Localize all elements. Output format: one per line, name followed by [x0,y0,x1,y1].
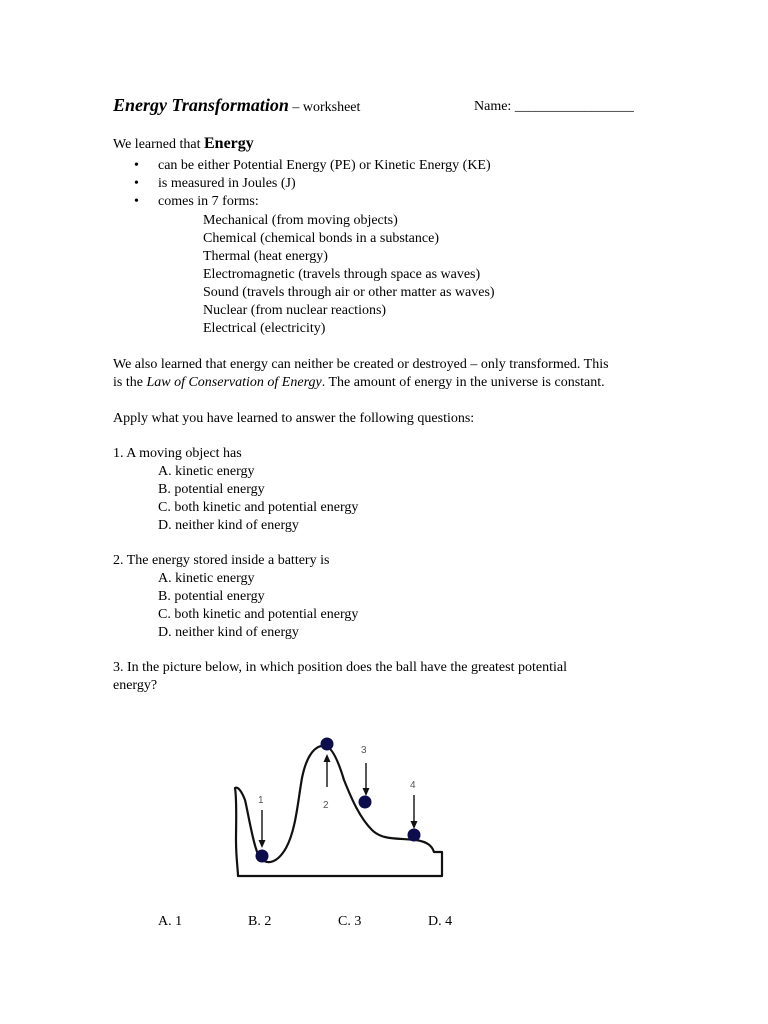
question-2-options [158,570,358,642]
energy-form-item: Electromagnetic (travels through space as waves) [203,267,481,282]
answer-option[interactable]: B. 2 [248,914,272,929]
instructions: Apply what you have learned to answer the following questions: [113,411,475,426]
hill-ball-diagram [220,730,450,880]
ball-position-3 [359,796,372,809]
arrow-2 [324,754,331,787]
position-label-3: 3 [361,745,367,756]
answer-option[interactable]: B. potential energy [158,589,265,604]
worksheet-header [113,95,360,116]
arrow-4 [411,795,418,829]
conservation-line-2-suffix: . The amount of energy in the universe is constant. [321,375,605,390]
arrow-3 [363,763,370,796]
ball-position-2 [321,738,334,751]
answer-option[interactable]: A. 1 [158,914,183,929]
conservation-paragraph [113,356,673,392]
list-item: • can be either Potential Energy (PE) or Kinetic Energy (KE) [130,157,491,175]
position-label-2: 2 [323,800,329,811]
question-3-prompt [113,659,567,695]
arrow-1 [259,810,266,848]
conservation-line-2 [113,374,673,392]
energy-form-item: Mechanical (from moving objects) [203,213,398,228]
question-3-prompt-line-1: 3. In the picture below, in which position does the ball have the greatest potential [113,660,567,675]
worksheet-title: Energy Transformation [113,95,289,115]
answer-option[interactable]: C. both kinetic and potential energy [158,607,359,622]
energy-form-item: Sound (travels through air or other matter as waves) [203,285,495,300]
answer-option[interactable]: D. 4 [428,914,453,929]
worksheet-subtitle: – worksheet [292,100,361,115]
intro-line [113,135,254,153]
energy-form-item: Chemical (chemical bonds in a substance) [203,231,439,246]
name-field[interactable]: Name: _________________ [474,99,634,114]
question-2-prompt: 2. The energy stored inside a battery is [113,553,330,568]
question-1-prompt: 1. A moving object has [113,446,242,461]
position-label-1: 1 [258,795,264,806]
energy-form-item: Nuclear (from nuclear reactions) [203,303,387,318]
answer-option[interactable]: A. kinetic energy [158,571,255,586]
list-item: • comes in 7 forms: [130,193,491,211]
answer-option[interactable]: C. both kinetic and potential energy [158,500,359,515]
answer-option[interactable]: A. kinetic energy [158,464,255,479]
ball-position-1 [256,850,269,863]
question-3-answers [0,913,768,931]
law-name: Law of Conservation of Energy [146,375,322,390]
answer-option[interactable]: D. neither kind of energy [158,625,299,640]
energy-form-item: Electrical (electricity) [203,321,326,336]
intro-prefix: We learned that [113,137,204,152]
ball-position-4 [408,829,421,842]
answer-option[interactable]: C. 3 [338,914,362,929]
energy-forms-list [203,212,495,338]
energy-facts-list [130,157,491,211]
energy-form-item: Thermal (heat energy) [203,249,328,264]
question-3-prompt-line-2: energy? [113,678,158,693]
energy-keyword: Energy [204,135,254,152]
answer-option[interactable]: D. neither kind of energy [158,518,299,533]
conservation-line-1: We also learned that energy can neither be created or destroyed – only transformed. This [113,357,609,372]
question-1-options [158,463,358,535]
conservation-line-2-prefix: is the [113,375,147,390]
position-label-4: 4 [410,780,416,791]
list-item: • is measured in Joules (J) [130,175,491,193]
answer-option[interactable]: B. potential energy [158,482,265,497]
